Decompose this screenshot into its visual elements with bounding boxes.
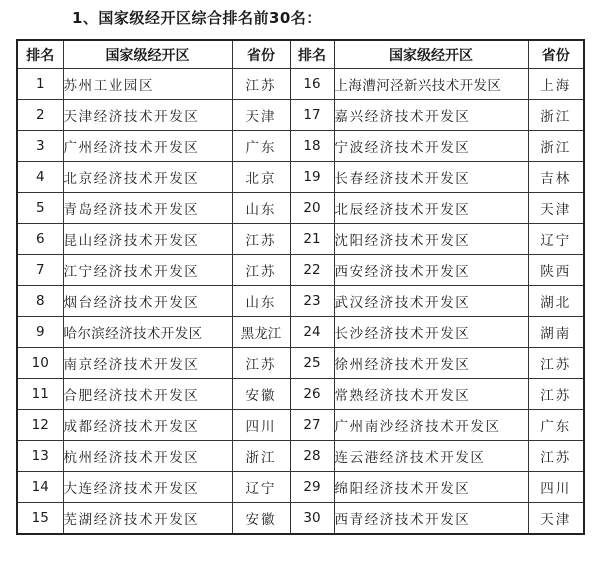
province-cell: 安徽 xyxy=(232,379,290,410)
zone-cell: 大连经济技术开发区 xyxy=(63,472,232,503)
table-row xyxy=(17,162,584,193)
zone-cell: 江宁经济技术开发区 xyxy=(63,255,232,286)
table-row xyxy=(17,410,584,441)
rank-cell: 6 xyxy=(17,224,63,255)
rank-cell: 29 xyxy=(290,472,334,503)
zone-cell: 长春经济技术开发区 xyxy=(334,162,528,193)
table-row xyxy=(17,224,584,255)
table-row xyxy=(17,441,584,472)
zone-cell: 哈尔滨经济技术开发区 xyxy=(63,317,232,348)
province-cell: 江苏 xyxy=(528,379,584,410)
province-cell: 黑龙江 xyxy=(232,317,290,348)
zone-cell: 上海漕河泾新兴技术开发区 xyxy=(334,69,528,100)
zone-cell: 常熟经济技术开发区 xyxy=(334,379,528,410)
zone-cell: 武汉经济技术开发区 xyxy=(334,286,528,317)
province-cell: 浙江 xyxy=(528,100,584,131)
rank-cell: 3 xyxy=(17,131,63,162)
table-row xyxy=(17,255,584,286)
header-province-right: 省份 xyxy=(528,40,584,69)
province-cell: 江苏 xyxy=(232,255,290,286)
zone-cell: 昆山经济技术开发区 xyxy=(63,224,232,255)
table-row xyxy=(17,317,584,348)
zone-cell: 绵阳经济技术开发区 xyxy=(334,472,528,503)
zone-cell: 合肥经济技术开发区 xyxy=(63,379,232,410)
zone-cell: 成都经济技术开发区 xyxy=(63,410,232,441)
rank-cell: 24 xyxy=(290,317,334,348)
province-cell: 天津 xyxy=(232,100,290,131)
rank-cell: 17 xyxy=(290,100,334,131)
rank-cell: 10 xyxy=(17,348,63,379)
page-heading: 1、国家级经开区综合排名前30名： xyxy=(72,9,322,27)
zone-cell: 宁波经济技术开发区 xyxy=(334,131,528,162)
zone-cell: 嘉兴经济技术开发区 xyxy=(334,100,528,131)
zone-cell: 广州南沙经济技术开发区 xyxy=(334,410,528,441)
table-row xyxy=(17,193,584,224)
table-row xyxy=(17,100,584,131)
province-cell: 四川 xyxy=(528,472,584,503)
rank-cell: 26 xyxy=(290,379,334,410)
zone-cell: 烟台经济技术开发区 xyxy=(63,286,232,317)
province-cell: 江苏 xyxy=(528,441,584,472)
table-row xyxy=(17,348,584,379)
province-cell: 辽宁 xyxy=(232,472,290,503)
header-zone-right: 国家级经开区 xyxy=(334,40,528,69)
zone-cell: 芜湖经济技术开发区 xyxy=(63,503,232,535)
rank-cell: 5 xyxy=(17,193,63,224)
zone-cell: 连云港经济技术开发区 xyxy=(334,441,528,472)
rank-cell: 7 xyxy=(17,255,63,286)
zone-cell: 杭州经济技术开发区 xyxy=(63,441,232,472)
zone-cell: 南京经济技术开发区 xyxy=(63,348,232,379)
header-province: 省份 xyxy=(232,40,290,69)
rank-cell: 23 xyxy=(290,286,334,317)
table-row xyxy=(17,131,584,162)
rank-cell: 27 xyxy=(290,410,334,441)
zone-cell: 长沙经济技术开发区 xyxy=(334,317,528,348)
province-cell: 陕西 xyxy=(528,255,584,286)
zone-cell: 天津经济技术开发区 xyxy=(63,100,232,131)
rank-cell: 25 xyxy=(290,348,334,379)
table-row xyxy=(17,472,584,503)
province-cell: 天津 xyxy=(528,503,584,535)
zone-cell: 苏州工业园区 xyxy=(63,69,232,100)
table-row xyxy=(17,69,584,100)
rank-cell: 8 xyxy=(17,286,63,317)
rank-cell: 14 xyxy=(17,472,63,503)
table-row xyxy=(17,503,584,535)
zone-cell: 广州经济技术开发区 xyxy=(63,131,232,162)
zone-cell: 青岛经济技术开发区 xyxy=(63,193,232,224)
province-cell: 江苏 xyxy=(232,69,290,100)
province-cell: 安徽 xyxy=(232,503,290,535)
rank-cell: 13 xyxy=(17,441,63,472)
zone-cell: 北京经济技术开发区 xyxy=(63,162,232,193)
rank-cell: 18 xyxy=(290,131,334,162)
rank-cell: 22 xyxy=(290,255,334,286)
table-header-row xyxy=(17,40,584,69)
ranking-table xyxy=(16,39,585,535)
zone-cell: 沈阳经济技术开发区 xyxy=(334,224,528,255)
province-cell: 湖北 xyxy=(528,286,584,317)
province-cell: 浙江 xyxy=(232,441,290,472)
rank-cell: 4 xyxy=(17,162,63,193)
zone-cell: 西青经济技术开发区 xyxy=(334,503,528,535)
province-cell: 广东 xyxy=(232,131,290,162)
province-cell: 天津 xyxy=(528,193,584,224)
province-cell: 吉林 xyxy=(528,162,584,193)
table-row xyxy=(17,286,584,317)
rank-cell: 11 xyxy=(17,379,63,410)
rank-cell: 21 xyxy=(290,224,334,255)
rank-cell: 15 xyxy=(17,503,63,535)
header-rank: 排名 xyxy=(17,40,63,69)
province-cell: 辽宁 xyxy=(528,224,584,255)
rank-cell: 28 xyxy=(290,441,334,472)
zone-cell: 北辰经济技术开发区 xyxy=(334,193,528,224)
rank-cell: 19 xyxy=(290,162,334,193)
table-row xyxy=(17,379,584,410)
province-cell: 上海 xyxy=(528,69,584,100)
province-cell: 北京 xyxy=(232,162,290,193)
header-zone: 国家级经开区 xyxy=(63,40,232,69)
province-cell: 湖南 xyxy=(528,317,584,348)
rank-cell: 1 xyxy=(17,69,63,100)
province-cell: 江苏 xyxy=(232,348,290,379)
rank-cell: 16 xyxy=(290,69,334,100)
table-body xyxy=(17,69,584,535)
rank-cell: 30 xyxy=(290,503,334,535)
province-cell: 江苏 xyxy=(528,348,584,379)
province-cell: 山东 xyxy=(232,193,290,224)
rank-cell: 12 xyxy=(17,410,63,441)
rank-cell: 20 xyxy=(290,193,334,224)
rank-cell: 9 xyxy=(17,317,63,348)
province-cell: 浙江 xyxy=(528,131,584,162)
province-cell: 广东 xyxy=(528,410,584,441)
province-cell: 江苏 xyxy=(232,224,290,255)
zone-cell: 徐州经济技术开发区 xyxy=(334,348,528,379)
zone-cell: 西安经济技术开发区 xyxy=(334,255,528,286)
rank-cell: 2 xyxy=(17,100,63,131)
province-cell: 四川 xyxy=(232,410,290,441)
header-rank-right: 排名 xyxy=(290,40,334,69)
province-cell: 山东 xyxy=(232,286,290,317)
